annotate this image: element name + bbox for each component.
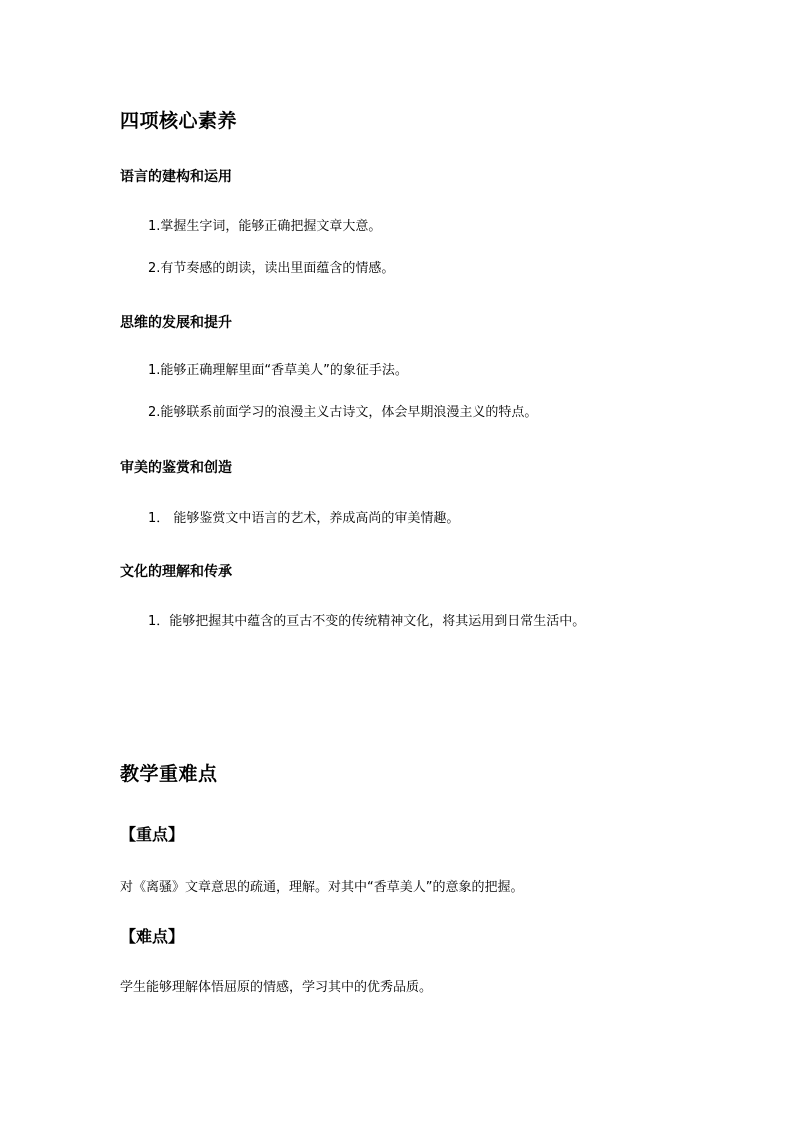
list-item: 1．能够把握其中蕴含的亘古不变的传统精神文化，将其运用到日常生活中。 — [148, 614, 586, 629]
difficulty-text: 学生能够理解体悟屈原的情感，学习其中的优秀品质。 — [120, 980, 433, 995]
key-point-label: 【重点】 — [120, 825, 185, 844]
list-item: 1． 能够鉴赏文中语言的艺术，养成高尚的审美情趣。 — [148, 511, 460, 526]
subheading-aesthetics: 审美的鉴赏和创造 — [120, 460, 232, 476]
list-item: 2.有节奏感的朗读，读出里面蕴含的情感。 — [148, 261, 395, 276]
section-title-core-literacy: 四项核心素养 — [120, 110, 238, 132]
list-item: 2.能够联系前面学习的浪漫主义古诗文，体会早期浪漫主义的特点。 — [148, 405, 538, 420]
section-title-key-difficulties: 教学重难点 — [120, 763, 218, 785]
subheading-thinking: 思维的发展和提升 — [120, 315, 232, 331]
key-point-text: 对《离骚》文章意思的疏通，理解。对其中“香草美人”的意象的把握。 — [120, 880, 524, 895]
list-item: 1.能够正确理解里面“香草美人”的象征手法。 — [148, 363, 408, 378]
subheading-culture: 文化的理解和传承 — [120, 564, 232, 580]
difficulty-label: 【难点】 — [120, 927, 185, 946]
subheading-language: 语言的建构和运用 — [120, 169, 232, 185]
list-item: 1.掌握生字词，能够正确把握文章大意。 — [148, 219, 382, 234]
